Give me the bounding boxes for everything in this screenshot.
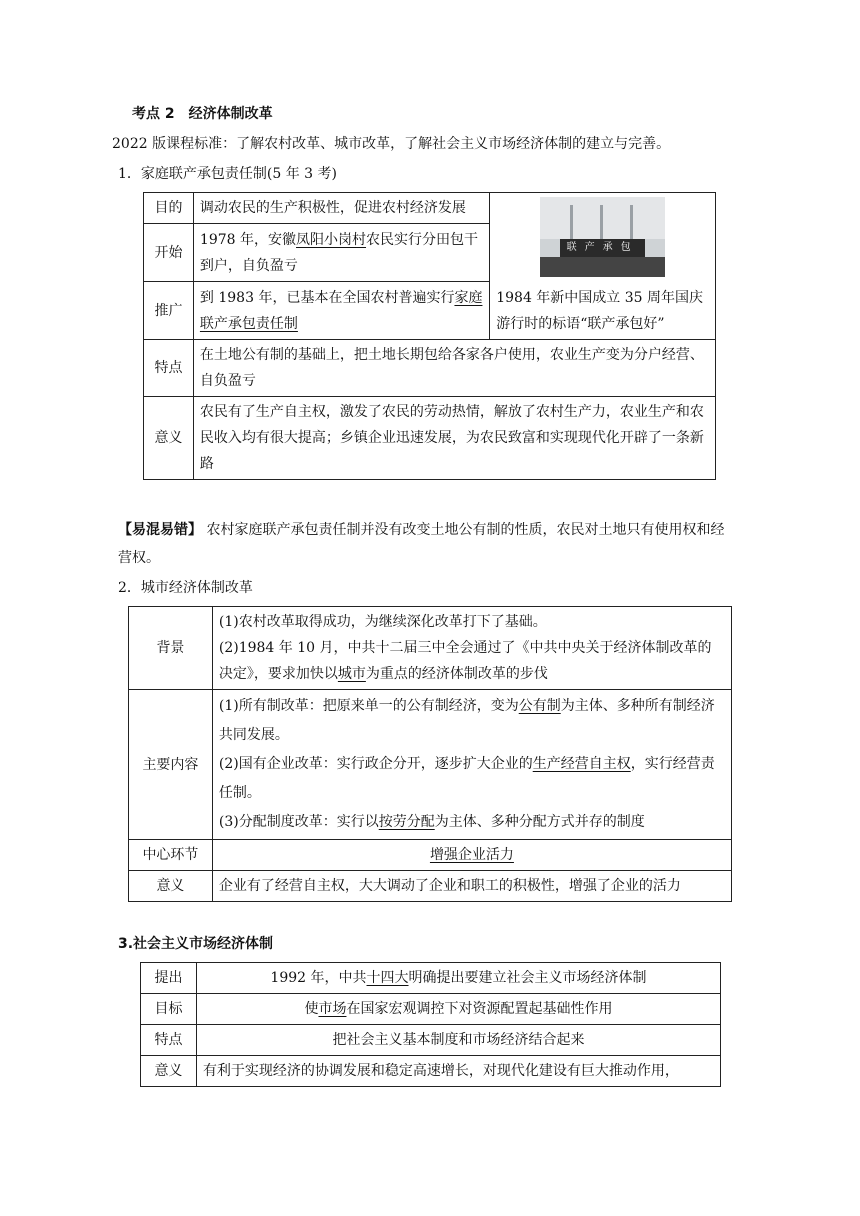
urban-reform-table bbox=[128, 606, 732, 902]
start-text: 1978 年，安徽凤阳小岗村农民实行分田包干到户，自负盈亏 bbox=[193, 224, 489, 282]
row-label-content: 主要内容 bbox=[129, 690, 213, 840]
table-row bbox=[141, 1025, 721, 1056]
underlined-term: 按劳分配 bbox=[378, 814, 435, 830]
row-label-feature: 特点 bbox=[144, 340, 194, 397]
section-title: 考点 2 经济体制改革 bbox=[132, 106, 273, 122]
row-label-purpose: 目的 bbox=[144, 193, 194, 224]
goal-text: 使市场在国家宏观调控下对资源配置起基础性作用 bbox=[196, 994, 720, 1025]
table-row bbox=[129, 840, 732, 871]
row-label-meaning: 意义 bbox=[141, 1056, 197, 1087]
part1-heading: 1．家庭联产承包责任制(5 年 3 考) bbox=[118, 166, 337, 182]
table-row bbox=[129, 871, 732, 902]
meaning-text: 企业有了经营自主权，大大调动了企业和职工的积极性，增强了企业的活力 bbox=[212, 871, 731, 902]
content-text: (1)所有制改革：把原来单一的公有制经济，变为公有制为主体、多种所有制经济共同发展。 (2)国有企业改革：实行政企分开，逐步扩大企业的生产经营自主权，实行经营责任制。 (3)分配制度改革：实行以按劳分配为主体、多种分配方式并存的制度 bbox=[212, 690, 731, 840]
table-row bbox=[129, 690, 732, 840]
confusion-text: 农村家庭联产承包责任制并没有改变土地公有制的性质，农民对土地只有使用权和经营权。 bbox=[118, 522, 725, 566]
household-responsibility-table bbox=[143, 192, 716, 480]
part2-heading: 2．城市经济体制改革 bbox=[118, 580, 253, 596]
part3-heading: 3.社会主义市场经济体制 bbox=[118, 936, 274, 952]
row-label-background: 背景 bbox=[129, 607, 213, 690]
underlined-term: 市场 bbox=[318, 1001, 347, 1017]
row-label-propose: 提出 bbox=[141, 963, 197, 994]
table-row bbox=[144, 397, 716, 480]
underlined-term: 增强企业活力 bbox=[429, 847, 514, 863]
underlined-term: 公有制 bbox=[518, 698, 561, 714]
row-label-meaning: 意义 bbox=[144, 397, 194, 480]
row-label-meaning: 意义 bbox=[129, 871, 213, 902]
parade-photo bbox=[540, 197, 665, 277]
row-label-promote: 推广 bbox=[144, 282, 194, 340]
feature-text: 在土地公有制的基础上，把土地长期包给各家各户使用，农业生产变为分户经营、自负盈亏 bbox=[193, 340, 715, 397]
row-label-core: 中心环节 bbox=[129, 840, 213, 871]
photo-cell bbox=[490, 193, 716, 340]
curriculum-standard: 2022 版课程标准：了解农村改革、城市改革，了解社会主义市场经济体制的建立与完善。 bbox=[112, 136, 671, 152]
photo-caption: 1984 年新中国成立 35 周年国庆游行时的标语“联产承包好” bbox=[496, 290, 704, 332]
row-label-goal: 目标 bbox=[141, 994, 197, 1025]
market-economy-table bbox=[140, 962, 721, 1087]
table-row bbox=[141, 1056, 721, 1087]
underlined-term: 生产经营自主权 bbox=[532, 756, 631, 772]
propose-text: 1992 年，中共十四大明确提出要建立社会主义市场经济体制 bbox=[196, 963, 720, 994]
table-row bbox=[144, 193, 716, 224]
confusion-note bbox=[118, 516, 728, 572]
meaning-text: 农民有了生产自主权，激发了农民的劳动热情，解放了农村生产力，农业生产和农民收入均有很大提高；乡镇企业迅速发展，为农民致富和实现现代化开辟了一条新路 bbox=[193, 397, 715, 480]
feature-text: 把社会主义基本制度和市场经济结合起来 bbox=[196, 1025, 720, 1056]
underlined-term: 家庭联产承包责任制 bbox=[199, 289, 483, 332]
underlined-term: 城市 bbox=[337, 666, 366, 682]
underlined-term: 十四大 bbox=[366, 970, 409, 986]
photo-banner: 联产承包 bbox=[560, 239, 645, 257]
confusion-tag: 【易混易错】 bbox=[118, 522, 202, 538]
table-row bbox=[141, 994, 721, 1025]
row-label-feature: 特点 bbox=[141, 1025, 197, 1056]
table-row bbox=[144, 340, 716, 397]
promote-text: 到 1983 年，已基本在全国农村普遍实行家庭联产承包责任制 bbox=[193, 282, 489, 340]
core-text bbox=[212, 840, 731, 871]
purpose-text: 调动农民的生产积极性，促进农村经济发展 bbox=[193, 193, 489, 224]
table-row bbox=[129, 607, 732, 690]
meaning-text: 有利于实现经济的协调发展和稳定高速增长，对现代化建设有巨大推动作用， bbox=[196, 1056, 720, 1087]
background-text: (1)农村改革取得成功，为继续深化改革打下了基础。 (2)1984 年 10 月，中共十二届三中全会通过了《中共中央关于经济体制改革的决定》，要求加快以城市为重点的经济体制改革的步伐 bbox=[212, 607, 731, 690]
underlined-term: 凤阳小岗村 bbox=[296, 231, 367, 248]
row-label-start: 开始 bbox=[144, 224, 194, 282]
table-row bbox=[141, 963, 721, 994]
